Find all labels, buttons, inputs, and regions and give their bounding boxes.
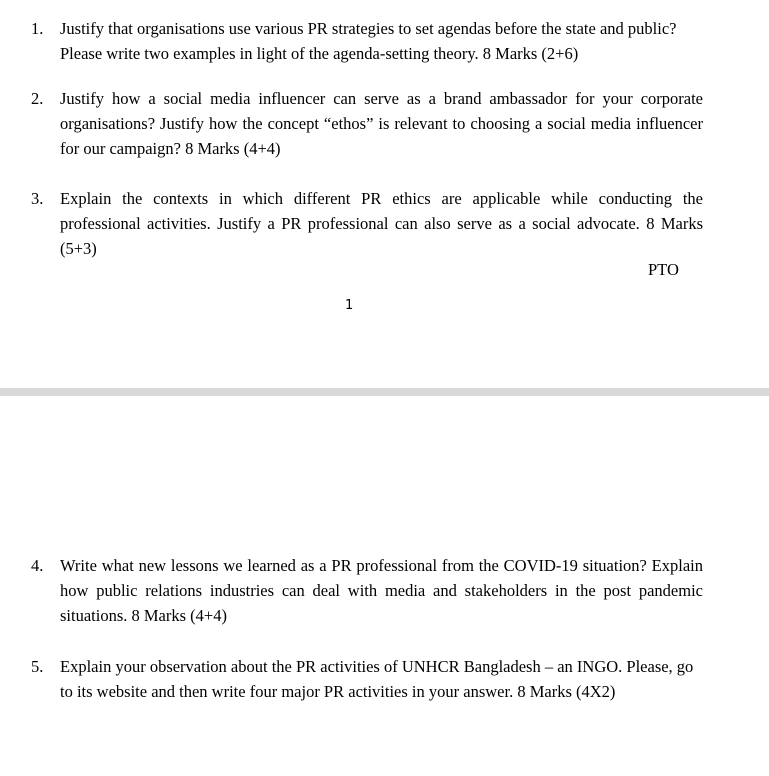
question-number: 2. bbox=[31, 89, 44, 108]
question-text: Write what new lessons we learned as a PR professional from the COVID-19 situation? Explain how public relations industries can deal with media and stakeholders in the post pandemic situations. 8 Marks (4+4) bbox=[60, 556, 703, 625]
pto-label: PTO bbox=[648, 260, 679, 279]
page-number: 1 bbox=[345, 298, 354, 313]
question-number: 1. bbox=[31, 19, 44, 38]
question-number: 3. bbox=[31, 189, 44, 208]
question-number: 5. bbox=[31, 657, 44, 676]
page-separator bbox=[0, 388, 769, 396]
question-4 bbox=[31, 553, 703, 628]
question-text: Explain the contexts in which different PR ethics are applicable while conducting the professional activities. Justify a PR professional can also serve as a social advocate. 8 Marks (5+3) bbox=[60, 189, 703, 258]
question-2 bbox=[31, 86, 703, 161]
question-5 bbox=[31, 654, 703, 704]
question-3 bbox=[31, 186, 703, 261]
question-text: Justify how a social media influencer can serve as a brand ambassador for your corporate organisations? Justify how the concept “ethos” is relevant to choosing a social media influencer for our campaign? 8 Marks (4+4) bbox=[60, 89, 703, 158]
question-number: 4. bbox=[31, 556, 44, 575]
document-page-2 bbox=[0, 396, 769, 776]
question-1 bbox=[31, 16, 703, 66]
question-text: Justify that organisations use various PR strategies to set agendas before the state and public? Please write two examples in light of the agenda-setting theory. 8 Marks (2+6) bbox=[60, 19, 677, 63]
question-text: Explain your observation about the PR activities of UNHCR Bangladesh – an INGO. Please, go to its website and then write four major PR activities in your answer. 8 Marks (4X2) bbox=[60, 657, 694, 701]
